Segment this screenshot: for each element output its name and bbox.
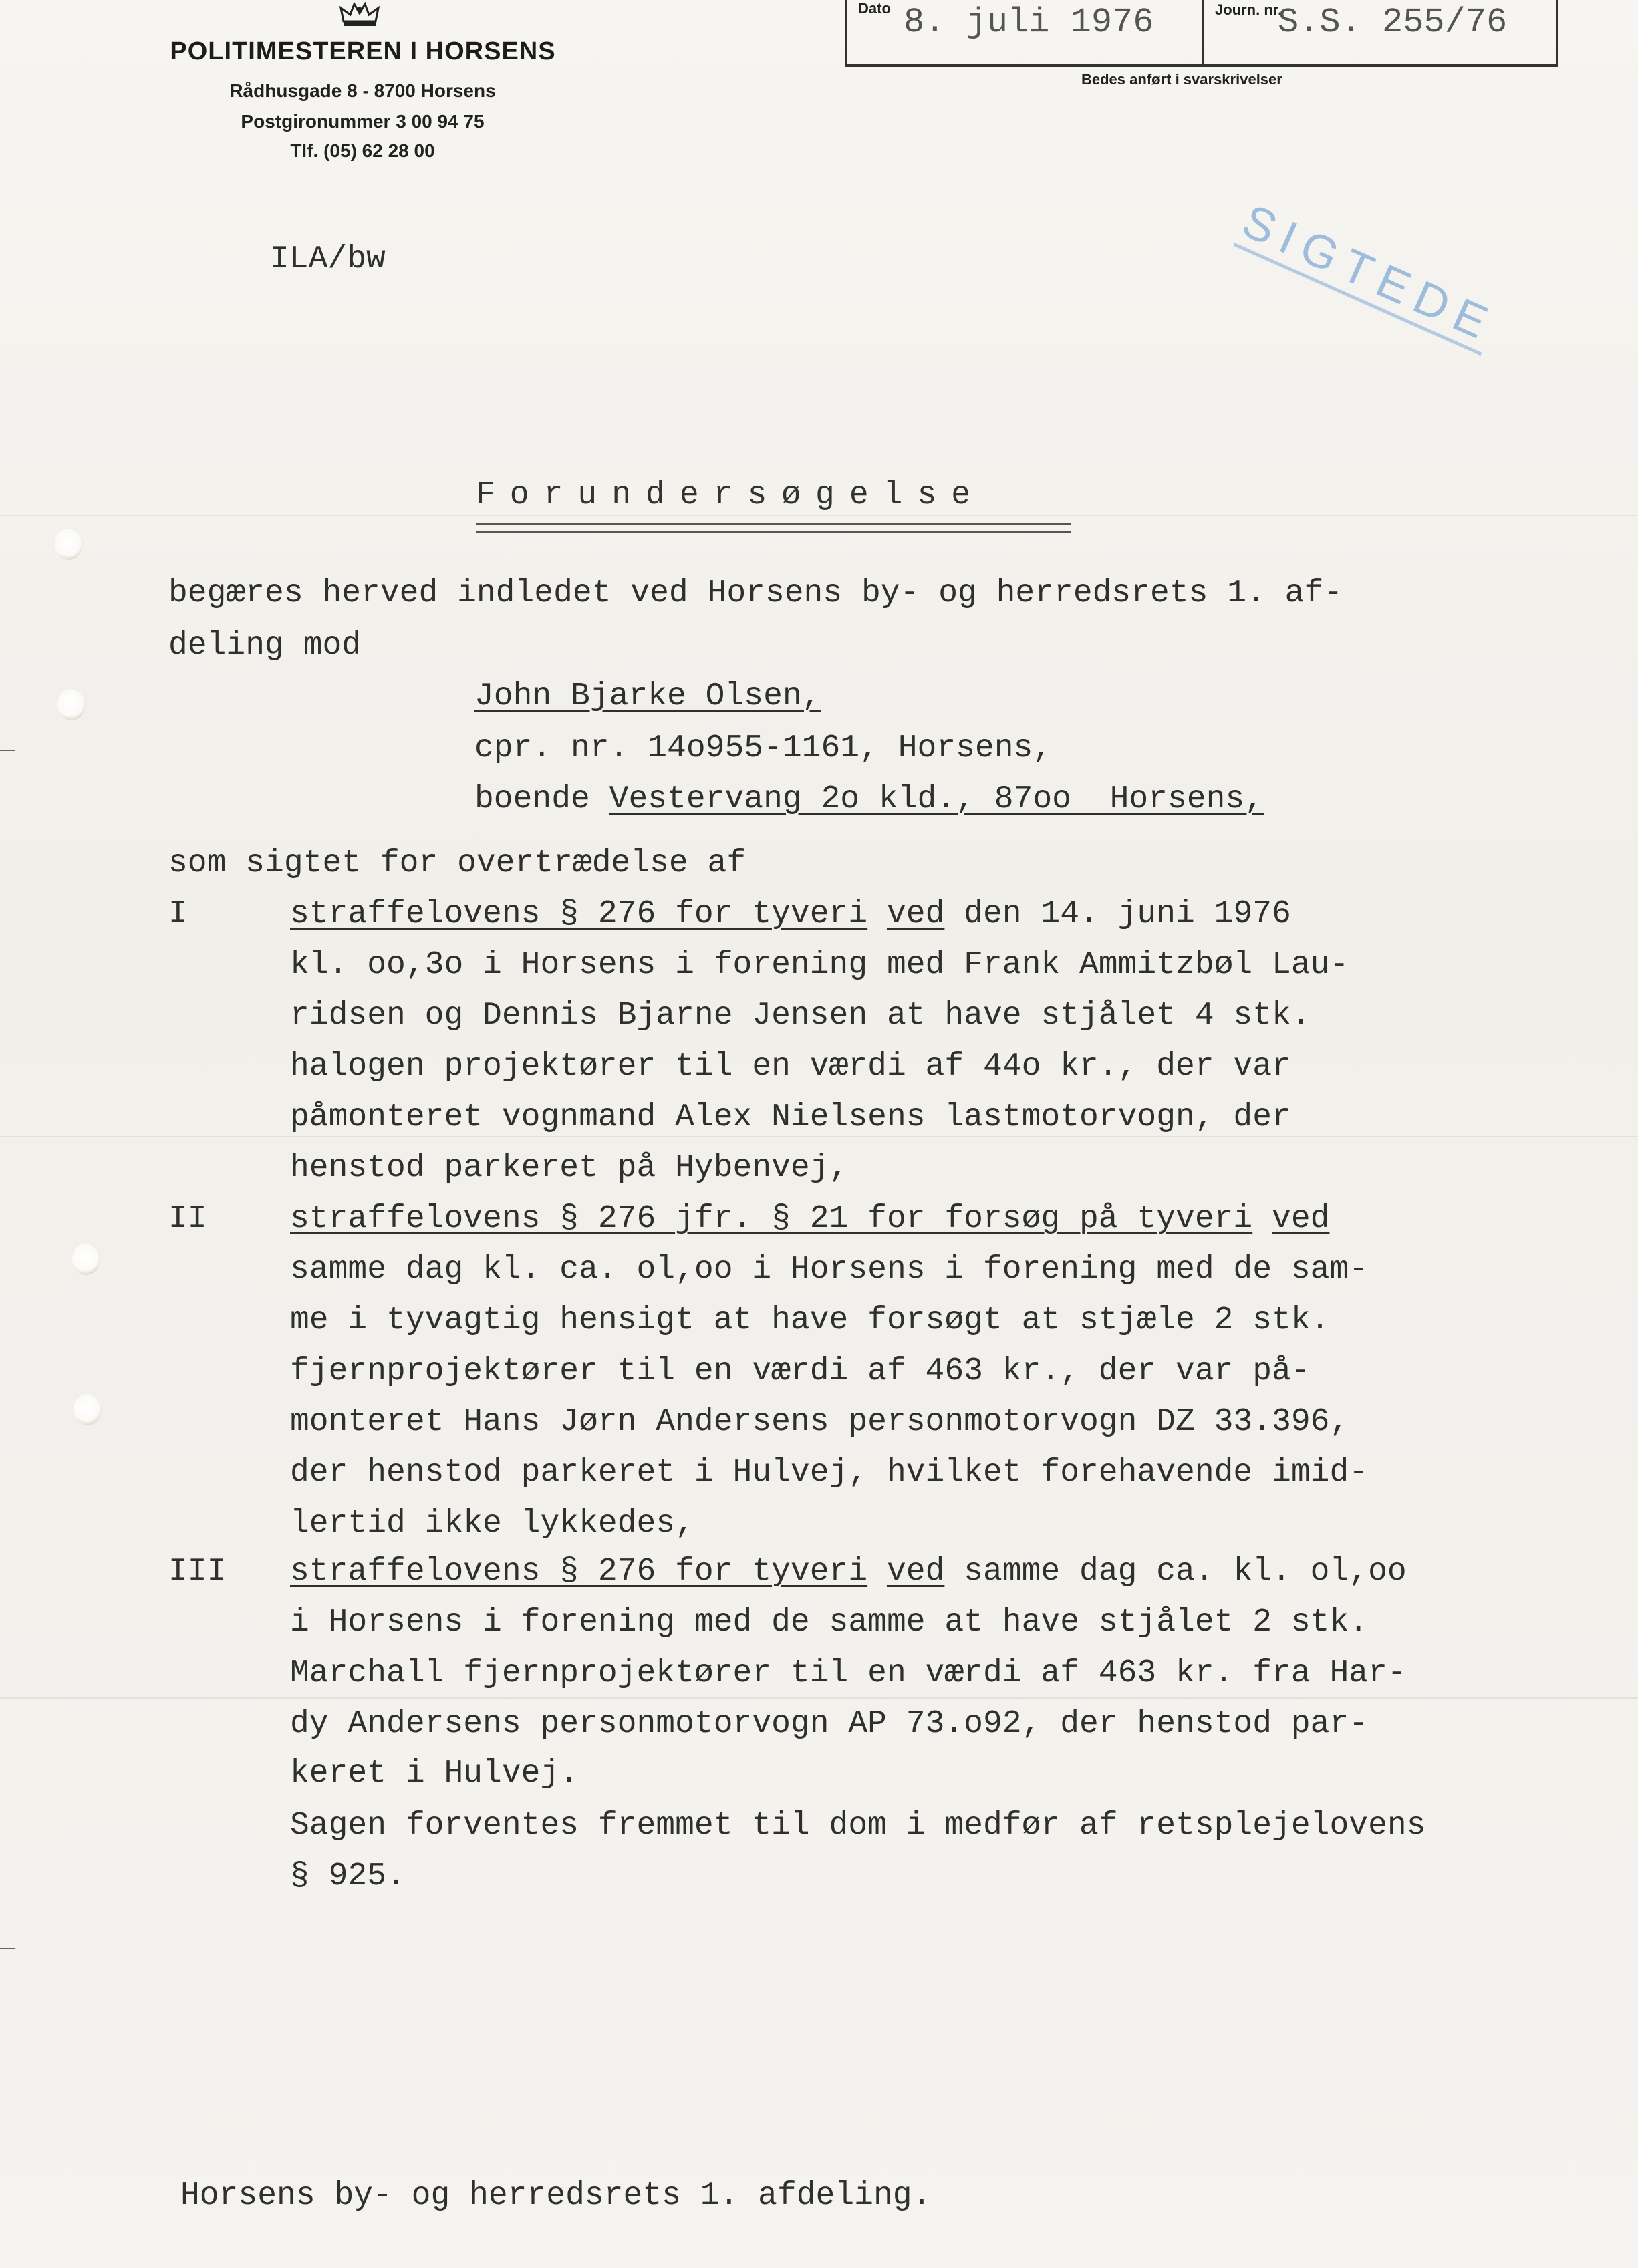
phone-line: Tlf. (05) 62 28 00 [290, 140, 435, 161]
charge-numeral: I [168, 896, 188, 932]
suspect-name: John Bjarke Olsen, [474, 678, 821, 714]
giro-line: Postgironummer 3 00 94 75 [241, 111, 485, 132]
charge-intro: som sigtet for overtrædelse af [168, 845, 746, 881]
title-underline [476, 523, 1071, 525]
address-value: Vestervang 2o kld., 87oo Horsens, [609, 781, 1264, 817]
intro-line: begæres herved indledet ved Horsens by- og herredsrets 1. af- [168, 575, 1343, 611]
date-value: 8. juli 1976 [904, 3, 1154, 42]
charge-statute: straffelovens § 276 jfr. § 21 for forsøg på tyveri [290, 1201, 1253, 1237]
date-label: Dato [858, 0, 891, 17]
paper-fold [0, 515, 1638, 516]
charge-statute: straffelovens § 276 for tyveri [290, 896, 868, 932]
journal-value: S.S. 255/76 [1278, 3, 1508, 42]
margin-mark [0, 1948, 15, 1949]
suspect-cpr: cpr. nr. 14o955-1161, Horsens, [474, 730, 1053, 766]
charge-first-line [290, 1203, 1329, 1235]
paper-fold [0, 1697, 1638, 1699]
punch-hole [74, 1393, 102, 1425]
charge-line: kl. oo,3o i Horsens i forening med Frank Ammitzbøl Lau- [290, 947, 1349, 983]
charge-line: Sagen forventes fremmet til dom i medfør af retsplejelovens [290, 1808, 1426, 1844]
punch-hole [55, 528, 83, 560]
charge-first-line [290, 898, 1291, 930]
charge-line: der henstod parkeret i Hulvej, hvilket forehavende imid- [290, 1455, 1369, 1491]
charge-line: dy Andersens personmotorvogn AP 73.o92, der henstod par- [290, 1706, 1369, 1742]
charge-first-rest: samme dag ca. kl. ol,oo [944, 1554, 1407, 1590]
paper-fold [0, 1136, 1638, 1137]
initials: ILA/bw [270, 241, 386, 277]
charge-line: monteret Hans Jørn Andersens personmotorvogn DZ 33.396, [290, 1404, 1349, 1440]
charge-line: Marchall fjernprojektører til en værdi af 463 kr. fra Har- [290, 1655, 1407, 1691]
crown-icon [339, 1, 380, 28]
charge-numeral: II [168, 1201, 207, 1237]
charge-line: samme dag kl. ca. ol,oo i Horsens i forening med de sam- [290, 1252, 1369, 1288]
charge-line: ridsen og Dennis Bjarne Jensen at have stjålet 4 stk. [290, 998, 1311, 1034]
charge-line: lertid ikke lykkedes, [290, 1506, 694, 1542]
address-line: Rådhusgade 8 - 8700 Horsens [229, 80, 496, 101]
punch-hole [72, 1243, 100, 1275]
address-prefix: boende [474, 781, 609, 817]
charge-line: påmonteret vognmand Alex Nielsens lastmotorvogn, der [290, 1099, 1291, 1135]
document-title: Forundersøgelse [476, 477, 986, 513]
charge-line: fjernprojektører til en værdi af 463 kr., der var på- [290, 1353, 1311, 1389]
journal-label: Journ. nr. [1215, 1, 1282, 18]
sigtede-stamp: SIGTEDE [1233, 194, 1504, 356]
charge-ved: ved [886, 896, 945, 932]
charge-line: i Horsens i forening med de samme at have stjålet 2 stk. [290, 1604, 1369, 1641]
reply-note: Bedes anført i svarskrivelser [1081, 71, 1282, 88]
charge-line: § 925. [290, 1858, 406, 1894]
punch-hole [57, 688, 86, 720]
intro-line: deling mod [168, 627, 362, 664]
margin-mark [0, 750, 15, 751]
charge-line: henstod parkeret på Hybenvej, [290, 1150, 849, 1186]
charge-first-line [290, 1556, 1407, 1588]
reference-divider [1202, 0, 1204, 64]
charge-line: me i tyvagtig hensigt at have forsøgt at stjæle 2 stk. [290, 1302, 1330, 1338]
charge-ved: ved [886, 1554, 945, 1590]
charge-line: halogen projektører til en værdi af 44o kr., der var [290, 1048, 1291, 1085]
charge-statute: straffelovens § 276 for tyveri [290, 1554, 868, 1590]
suspect-address [474, 783, 1264, 815]
title-underline [476, 531, 1071, 533]
organization-name: POLITIMESTEREN I HORSENS [170, 37, 556, 65]
charge-numeral: III [168, 1554, 227, 1590]
charge-line: keret i Hulvej. [290, 1755, 579, 1792]
charge-first-rest: den 14. juni 1976 [944, 896, 1291, 932]
addressee: Horsens by- og herredsrets 1. afdeling. [180, 2178, 932, 2214]
charge-ved: ved [1272, 1201, 1330, 1237]
